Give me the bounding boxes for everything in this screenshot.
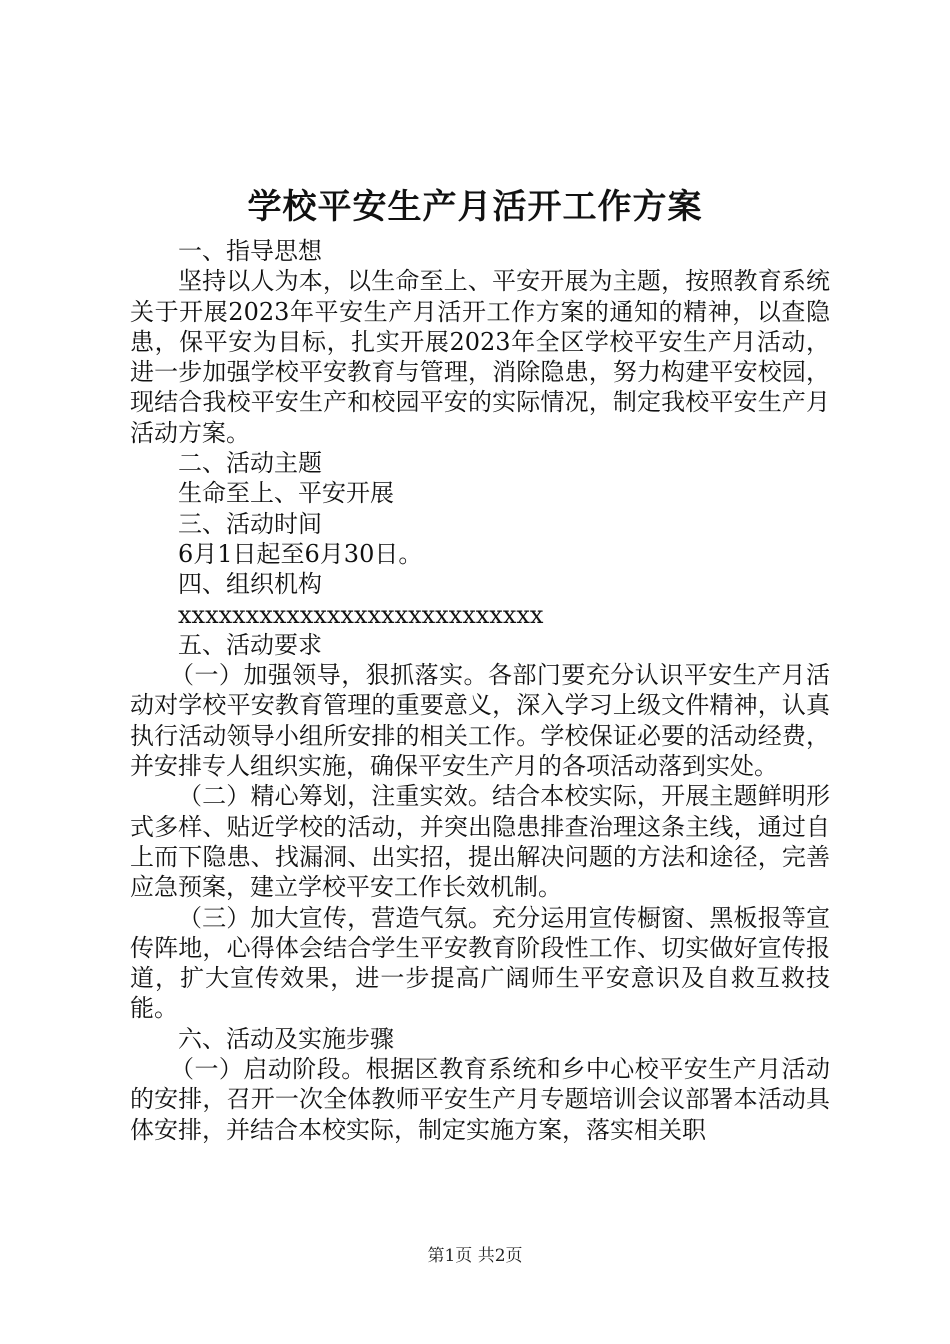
section-heading-time: 三、活动时间 (178, 509, 322, 538)
paragraph-requirement-2: （二）精心筹划，注重实效。结合本校实际，开展主题鲜明形式多样、贴近学校的活动，并突出隐患排查治理这条主线，通过自上而下隐患、找漏洞、出实招，提出解决问题的方法和途径，完善应急预案，建立学校平安工作长效机制。 (130, 782, 830, 902)
section-heading-requirements: 五、活动要求 (178, 630, 322, 659)
page-number-footer: 第1页 共2页 (427, 1246, 523, 1266)
document-title: 学校平安生产月活开工作方案 (247, 187, 703, 227)
paragraph-requirement-3: （三）加大宣传，营造气氛。充分运用宣传橱窗、黑板报等宣传阵地，心得体会结合学生平安教育阶段性工作、切实做好宣传报道，扩大宣传效果，进一步提高广阔师生平安意识及自救互救技能。 (130, 903, 830, 1023)
section-heading-organization: 四、组织机构 (178, 570, 322, 599)
document-body (130, 236, 830, 1145)
section-heading-theme: 二、活动主题 (178, 449, 322, 478)
paragraph-step-1: （一）启动阶段。根据区教育系统和乡中心校平安生产月活动的安排，召开一次全体教师平安生产月专题培训会议部署本活动具体安排，并结合本校实际，制定实施方案，落实相关职 (130, 1055, 830, 1144)
section-heading-steps: 六、活动及实施步骤 (178, 1024, 394, 1053)
section-heading-guiding-thought: 一、指导思想 (178, 237, 322, 265)
paragraph-requirement-1: （一）加强领导，狠抓落实。各部门要充分认识平安生产月活动对学校平安教育管理的重要意义，深入学习上级文件精神，认真执行活动领导小组所安排的相关工作。学校保证必要的活动经费，并安排专人组织实施，确保平安生产月的各项活动落到实处。 (130, 661, 830, 781)
paragraph-organization: xxxxxxxxxxxxxxxxxxxxxxxxxxx (178, 600, 544, 629)
paragraph-guiding-thought: 坚持以人为本，以生命至上、平安开展为主题，按照教育系统关于开展2023年平安生产月活开工作方案的通知的精神，以查隐患，保平安为目标，扎实开展2023年全区学校平安生产月活动，进一步加强学校平安教育与管理，消除隐患，努力构建平安校园，现结合我校平安生产和校园平安的实际情况，制定我校平安生产月活动方案。 (130, 267, 830, 447)
paragraph-time: 6月1日起至6月30日。 (178, 539, 423, 568)
paragraph-theme: 生命至上、平安开展 (178, 479, 394, 508)
